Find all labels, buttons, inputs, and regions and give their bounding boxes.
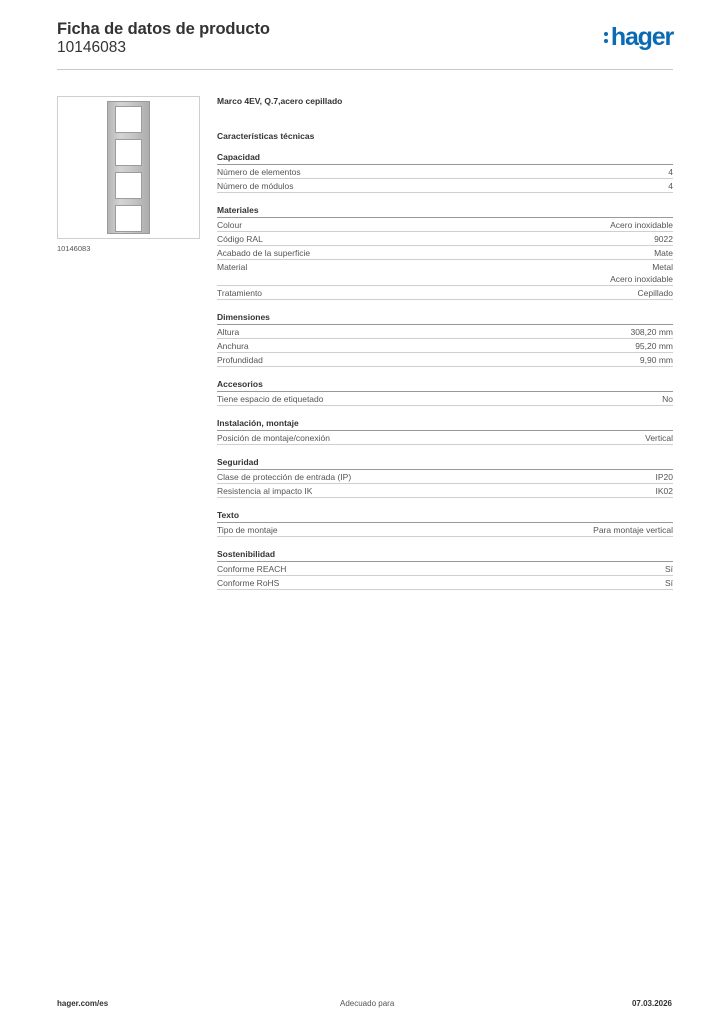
spec-section xyxy=(217,311,673,367)
spec-row xyxy=(217,470,673,484)
spec-section xyxy=(217,378,673,406)
spec-label: Conforme RoHS xyxy=(217,578,280,588)
spec-label: Altura xyxy=(217,327,240,337)
hager-logo xyxy=(604,25,673,50)
spec-label: Tipo de montaje xyxy=(217,525,278,535)
spec-row xyxy=(217,218,673,232)
frame-opening xyxy=(115,106,142,133)
footer-date: 07.03.2026 xyxy=(631,999,672,1008)
spec-value: Para montaje vertical xyxy=(593,525,673,535)
spec-value: Vertical xyxy=(645,433,673,443)
spec-row xyxy=(217,484,673,498)
product-image xyxy=(57,96,200,239)
spec-value: 4 xyxy=(668,181,673,191)
spec-row xyxy=(217,392,673,406)
product-image-caption: 10146083 xyxy=(57,244,91,253)
frame-opening xyxy=(115,139,142,166)
spec-row xyxy=(217,179,673,193)
spec-section xyxy=(217,548,673,590)
spec-value: Sí xyxy=(664,578,673,588)
spec-label: Material xyxy=(217,262,248,272)
spec-label: Colour xyxy=(217,220,243,230)
technical-features-title: Características técnicas xyxy=(217,131,315,141)
spec-section-title: Dimensiones xyxy=(217,311,673,325)
spec-value: 9022 xyxy=(654,234,673,244)
spec-section-title: Instalación, montaje xyxy=(217,417,673,431)
frame-plate-illustration xyxy=(107,101,150,234)
spec-label: Acabado de la superficie xyxy=(217,248,311,258)
frame-opening xyxy=(115,205,142,232)
spec-label: Tiene espacio de etiquetado xyxy=(217,394,324,404)
footer-website: hager.com/es xyxy=(57,999,109,1008)
spec-row xyxy=(217,325,673,339)
product-details xyxy=(217,94,673,590)
logo-text: hager xyxy=(610,23,673,51)
spec-row xyxy=(217,353,673,367)
page-header xyxy=(57,20,673,70)
spec-row xyxy=(217,339,673,353)
spec-row xyxy=(217,562,673,576)
spec-value: IK02 xyxy=(655,486,673,496)
spec-label: Profundidad xyxy=(217,355,263,365)
spec-section xyxy=(217,417,673,445)
spec-section xyxy=(217,151,673,193)
spec-label: Código RAL xyxy=(217,234,263,244)
spec-row xyxy=(217,232,673,246)
footer-note: Adecuado para xyxy=(340,999,395,1008)
spec-label: Posición de montaje/conexión xyxy=(217,433,330,443)
product-number-heading: 10146083 xyxy=(57,39,126,56)
spec-row xyxy=(217,431,673,445)
spec-row xyxy=(217,260,673,286)
spec-value: Sí xyxy=(664,564,673,574)
spec-label: Número de módulos xyxy=(217,181,294,191)
spec-section-title: Sostenibilidad xyxy=(217,548,673,562)
spec-value: No xyxy=(662,394,673,404)
spec-value: 95,20 mm xyxy=(635,341,673,351)
spec-section xyxy=(217,204,673,300)
logo-dots-icon xyxy=(604,30,609,44)
frame-opening xyxy=(115,172,142,199)
spec-value: Mate xyxy=(654,248,673,258)
spec-section-title: Accesorios xyxy=(217,378,673,392)
spec-row xyxy=(217,165,673,179)
spec-section-title: Capacidad xyxy=(217,151,673,165)
spec-label: Número de elementos xyxy=(217,167,301,177)
product-name: Marco 4EV, Q.7,acero cepillado xyxy=(217,96,343,106)
spec-value: Metal Acero inoxidable xyxy=(610,262,673,284)
spec-row xyxy=(217,576,673,590)
spec-sections xyxy=(217,151,673,590)
spec-value: IP20 xyxy=(655,472,673,482)
spec-value: Acero inoxidable xyxy=(610,220,673,230)
spec-label: Tratamiento xyxy=(217,288,263,298)
spec-section xyxy=(217,456,673,498)
spec-section xyxy=(217,509,673,537)
page-title: Ficha de datos de producto xyxy=(57,20,270,38)
spec-label: Anchura xyxy=(217,341,249,351)
spec-value: 308,20 mm xyxy=(630,327,673,337)
spec-section-title: Texto xyxy=(217,509,673,523)
spec-row xyxy=(217,286,673,300)
spec-label: Clase de protección de entrada (IP) xyxy=(217,472,352,482)
spec-row xyxy=(217,523,673,537)
spec-label: Conforme REACH xyxy=(217,564,287,574)
spec-section-title: Seguridad xyxy=(217,456,673,470)
spec-section-title: Materiales xyxy=(217,204,673,218)
spec-value: 9,90 mm xyxy=(639,355,673,365)
spec-row xyxy=(217,246,673,260)
spec-value: 4 xyxy=(668,167,673,177)
spec-value: Cepillado xyxy=(637,288,673,298)
spec-label: Resistencia al impacto IK xyxy=(217,486,313,496)
